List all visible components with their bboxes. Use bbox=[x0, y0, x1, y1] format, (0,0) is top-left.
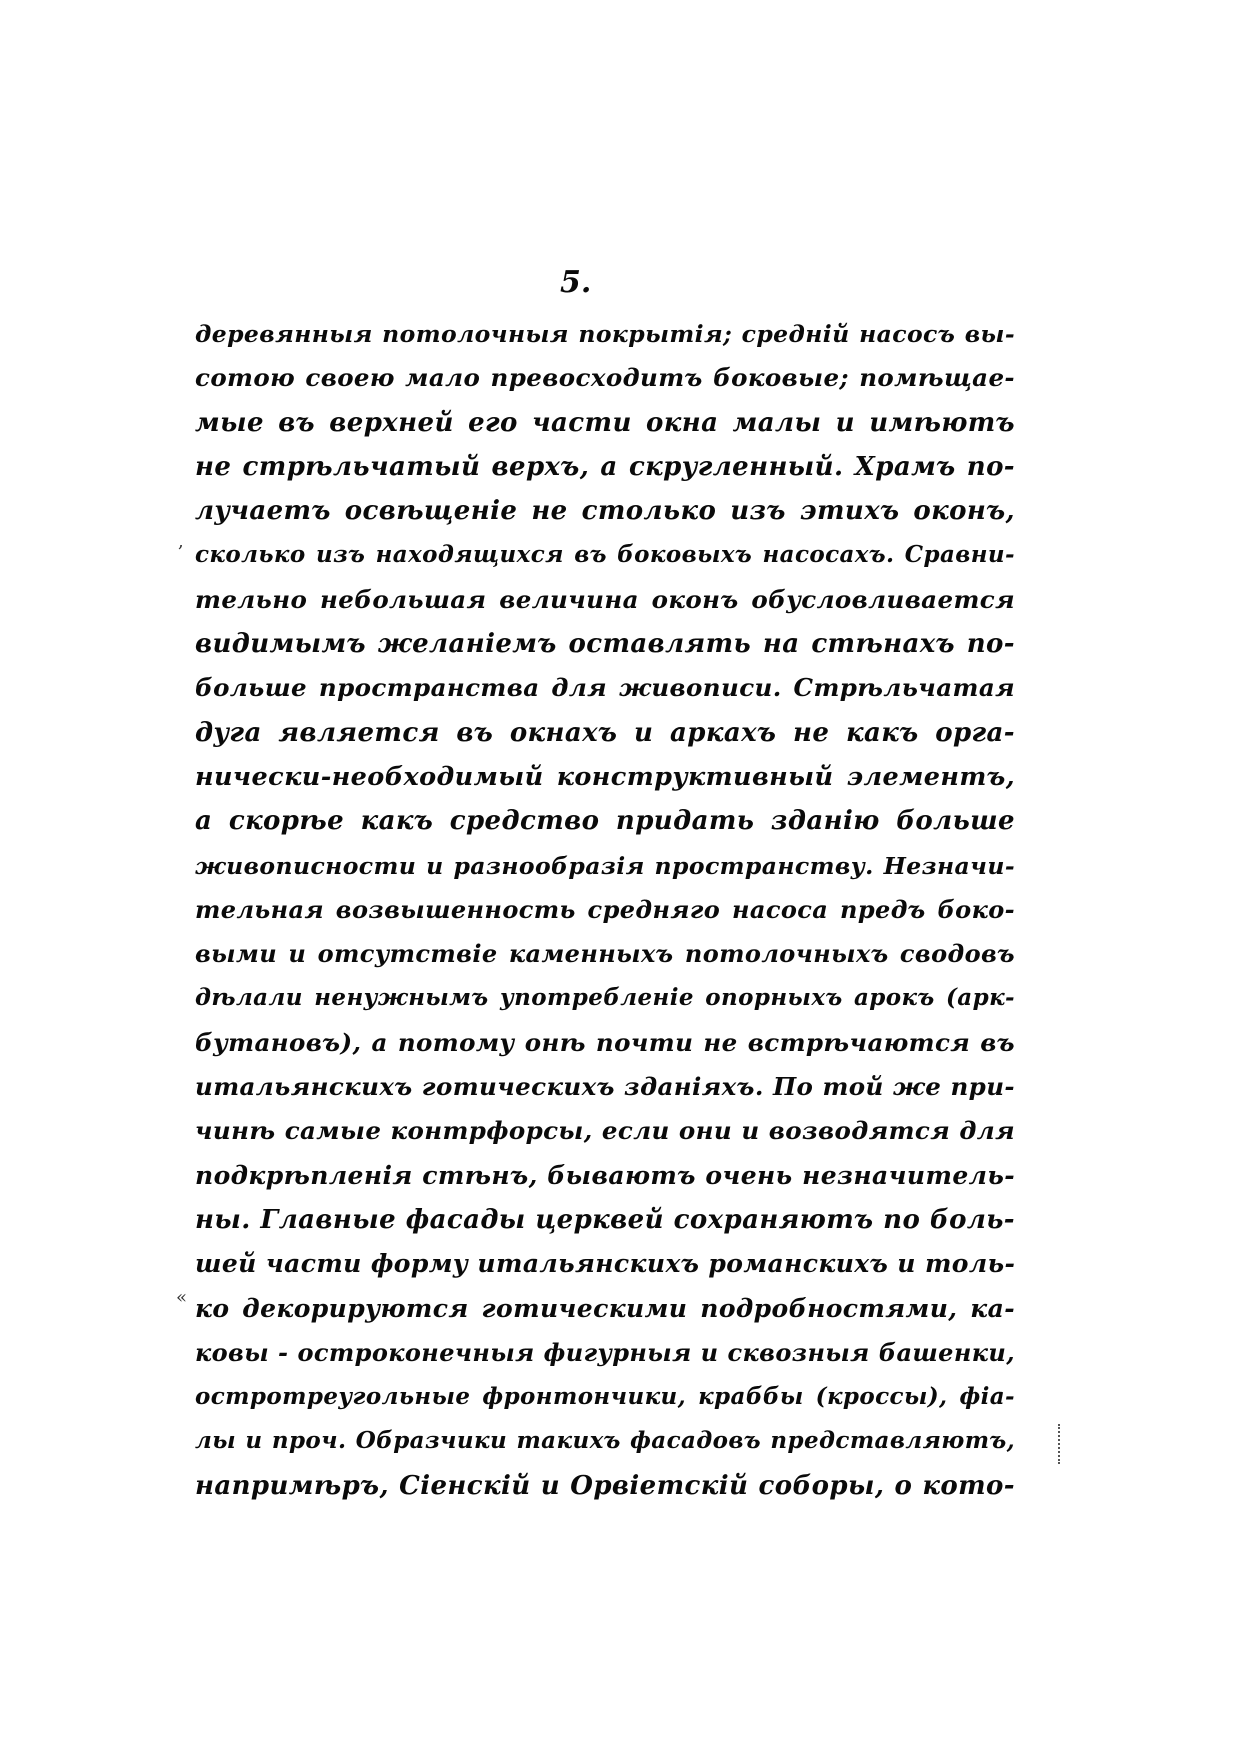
text-line: чинѣ самые контрфорсы, если они и возводятся для bbox=[195, 1116, 1015, 1146]
text-line: лы и проч. Образчики такихъ фасадовъ представляютъ, bbox=[195, 1427, 1015, 1455]
text-line: не стрѣльчатый верхъ, а скругленный. Храмъ по- bbox=[195, 451, 1015, 482]
text-line: напримѣръ, Сіенскій и Орвіетскій соборы, о кото- bbox=[195, 1470, 1015, 1501]
handwritten-text-body bbox=[195, 312, 1015, 1508]
text-line: видимымъ желаніемъ оставлять на стѣнахъ по- bbox=[195, 629, 1015, 660]
text-line: тельно небольшая величина оконъ обусловливается bbox=[195, 584, 1015, 614]
text-line: шей части форму итальянскихъ романскихъ и толь- bbox=[195, 1249, 1015, 1279]
text-line: выми и отсутствіе каменныхъ потолочныхъ сводовъ bbox=[195, 939, 1015, 969]
margin-mark: , bbox=[178, 531, 184, 552]
text-line: сотою своею мало превосходитъ боковые; помѣщае- bbox=[195, 363, 1015, 393]
text-line: ковы - остроконечныя фигурныя и сквозныя башенки, bbox=[195, 1337, 1015, 1367]
margin-mark: « bbox=[176, 1287, 188, 1308]
text-line: итальянскихъ готическихъ зданіяхъ. По той же при- bbox=[195, 1072, 1015, 1102]
text-line: сколько изъ находящихся въ боковыхъ насосахъ. Сравни- bbox=[195, 541, 1015, 569]
text-line: а скорѣе какъ средство придать зданію больше bbox=[195, 806, 1015, 837]
scan-edge-mark bbox=[1058, 1424, 1062, 1464]
text-line: остротреугольные фронтончики, краббы (кроссы), фіа- bbox=[195, 1383, 1015, 1411]
text-line: лучаетъ освѣщеніе не столько изъ этихъ оконъ, bbox=[195, 496, 1015, 527]
text-line: живописности и разнообразія пространству. Незначи- bbox=[195, 851, 1015, 880]
text-line: мые въ верхней его части окна малы и имѣютъ bbox=[195, 407, 1015, 438]
text-line: тельная возвышенность средняго насоса предъ боко- bbox=[195, 894, 1015, 924]
text-line: ко декорируются готическими подробностями, ка- bbox=[195, 1293, 1015, 1323]
text-line: больше пространства для живописи. Стрѣльчатая bbox=[195, 673, 1015, 703]
text-line: бутановъ), а потому онѣ почти не встрѣчаются въ bbox=[195, 1027, 1015, 1057]
text-line: нически-необходимый конструктивный элементъ, bbox=[195, 761, 1015, 792]
text-line: деревянныя потолочныя покрытія; средній насосъ вы- bbox=[195, 320, 1015, 348]
page-number: 5. bbox=[560, 265, 592, 300]
text-line: подкрѣпленія стѣнъ, бываютъ очень незначитель- bbox=[195, 1160, 1015, 1190]
text-line: ны. Главные фасады церквей сохраняютъ по боль- bbox=[195, 1204, 1015, 1235]
text-line: дѣлали ненужнымъ употребленіе опорныхъ арокъ (арк- bbox=[195, 984, 1015, 1012]
text-line: дуга является въ окнахъ и аркахъ не какъ орга- bbox=[195, 717, 1015, 748]
